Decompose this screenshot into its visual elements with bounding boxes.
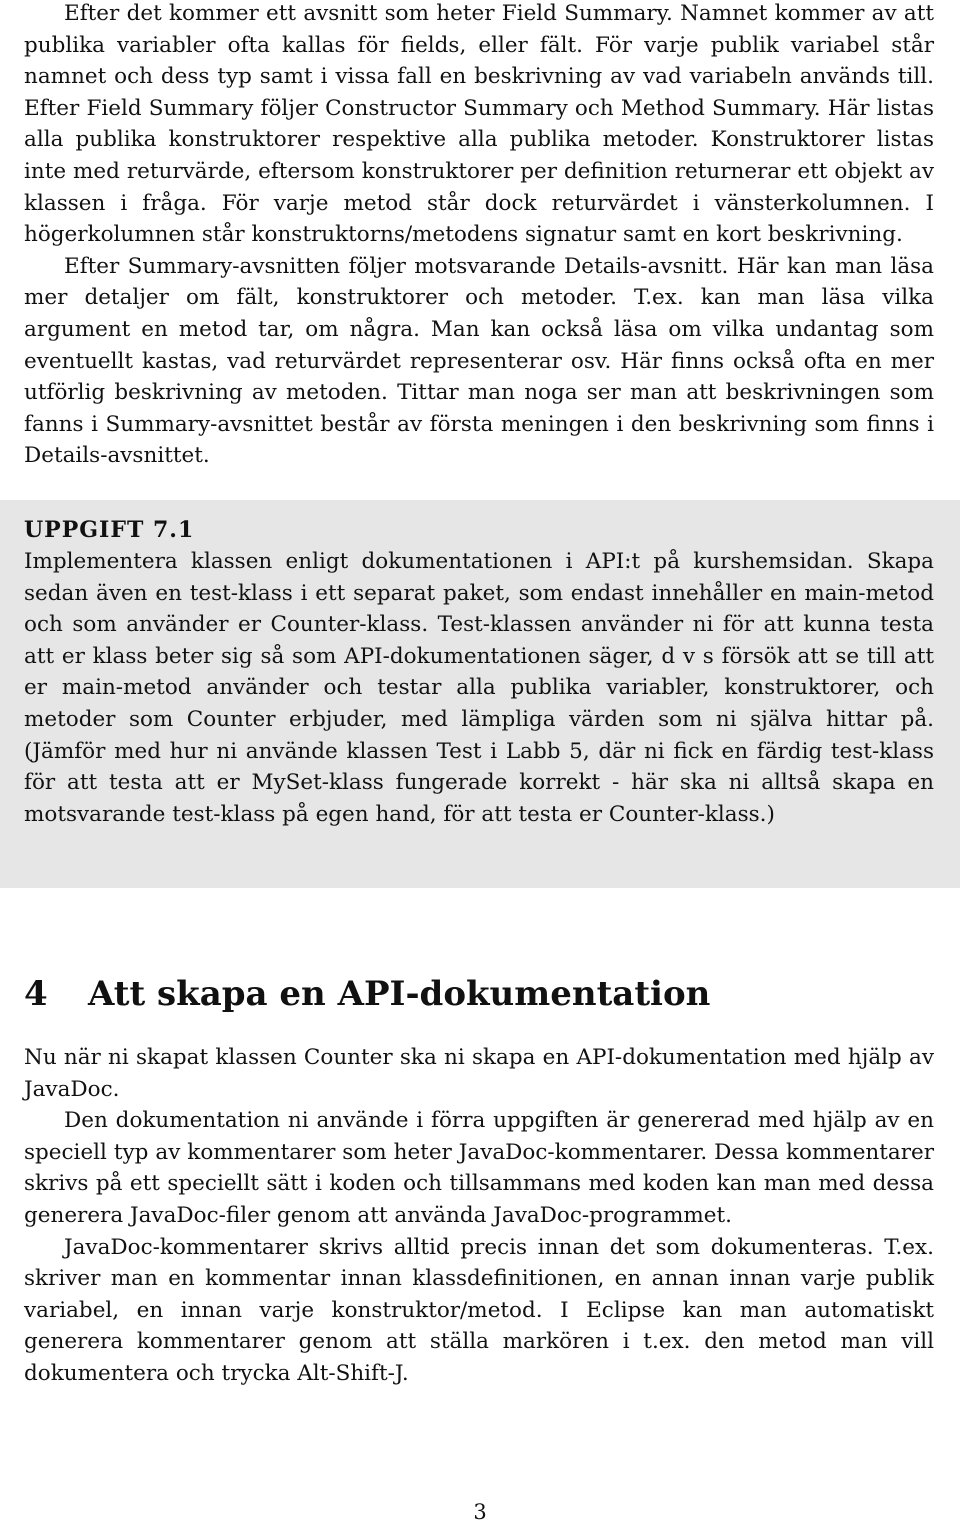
task-title: UPPGIFT 7.1 xyxy=(24,517,195,543)
task-content xyxy=(24,514,934,830)
intro-paragraph-2: Efter Summary-avsnitten följer motsvarande Details-avsnitt. Här kan man läsa mer detaljer om fält, konstruktorer och metoder. T.ex. kan man läsa vilka argument en metod tar, om några. Man kan också läsa om vilka undantag som eventuellt kastas, vad returvärdet representerar osv. Här finns också ofta en mer utförlig beskrivning av metoden. Tittar man noga ser man att beskrivningen som fanns i Summary-avsnittet består av första meningen i den beskrivning som finns i Details-avsnittet. xyxy=(24,253,934,469)
section-paragraph-3: JavaDoc-kommentarer skrivs alltid precis innan det som dokumenteras. T.ex. skriver man en kommentar innan klassdefinitionen, en annan innan varje publik variabel, en innan varje konstruktor/metod. I Eclipse kan man automatiskt generera kommentarer genom att ställa markören i t.ex. den metod man vill dokumentera och trycka Alt-Shift-J. xyxy=(24,1234,934,1386)
task-body: Implementera klassen enligt dokumentationen i API:t på kurshemsidan. Skapa sedan även en test-klass i ett separat paket, som endast innehåller en main-metod och som använder er Counter-klass. Test-klassen använder ni för att kunna testa att er klass beter sig så som API-dokumentationen säger, d v s försök att se till att er main-metod använder och testar alla publika variabler, konstruktorer, och metoder som Counter erbjuder, med lämpliga värden som ni själva hittar på. (Jämför med hur ni använde klassen Test i Labb 5, där ni fick en färdig test-klass för att testa att er MySet-klass fungerade korrekt - här ska ni alltså skapa en motsvarande test-klass på egen hand, för att testa er Counter-klass.) xyxy=(24,549,934,827)
section-number: 4 xyxy=(24,974,48,1014)
section-body xyxy=(24,1042,934,1390)
section-paragraph-2: Den dokumentation ni använde i förra uppgiften är genererad med hjälp av en speciell typ av kommentarer som heter JavaDoc-kommentarer. Dessa kommentarer skrivs på ett speciellt sätt i koden och tillsammans med koden kan man med dessa generera JavaDoc-filer genom att använda JavaDoc-programmet. xyxy=(24,1108,934,1228)
section-heading xyxy=(24,972,710,1016)
task-box xyxy=(0,500,960,888)
intro-section xyxy=(24,0,934,472)
intro-paragraph-1: Efter det kommer ett avsnitt som heter Field Summary. Namnet kommer av att publika variabler ofta kallas för fields, eller fält. För varje publik variabel står namnet och dess typ samt i vissa fall en beskrivning av vad variabeln används till. Efter Field Summary följer Constructor Summary och Method Summary. Här listas alla publika konstruktorer respektive alla publika metoder. Konstruktorer listas inte med returvärde, eftersom konstruktorer per definition returnerar ett objekt av klassen i fråga. För varje metod står dock returvärdet i vänsterkolumnen. I högerkolumnen står konstruktorns/metodens signatur samt en kort beskrivning. xyxy=(24,1,934,248)
section-title-text: Att skapa en API-dokumentation xyxy=(88,974,711,1014)
page-number: 3 xyxy=(473,1500,487,1524)
section-paragraph-1: Nu när ni skapat klassen Counter ska ni skapa en API-dokumentation med hjälp av JavaDoc. xyxy=(24,1045,934,1102)
